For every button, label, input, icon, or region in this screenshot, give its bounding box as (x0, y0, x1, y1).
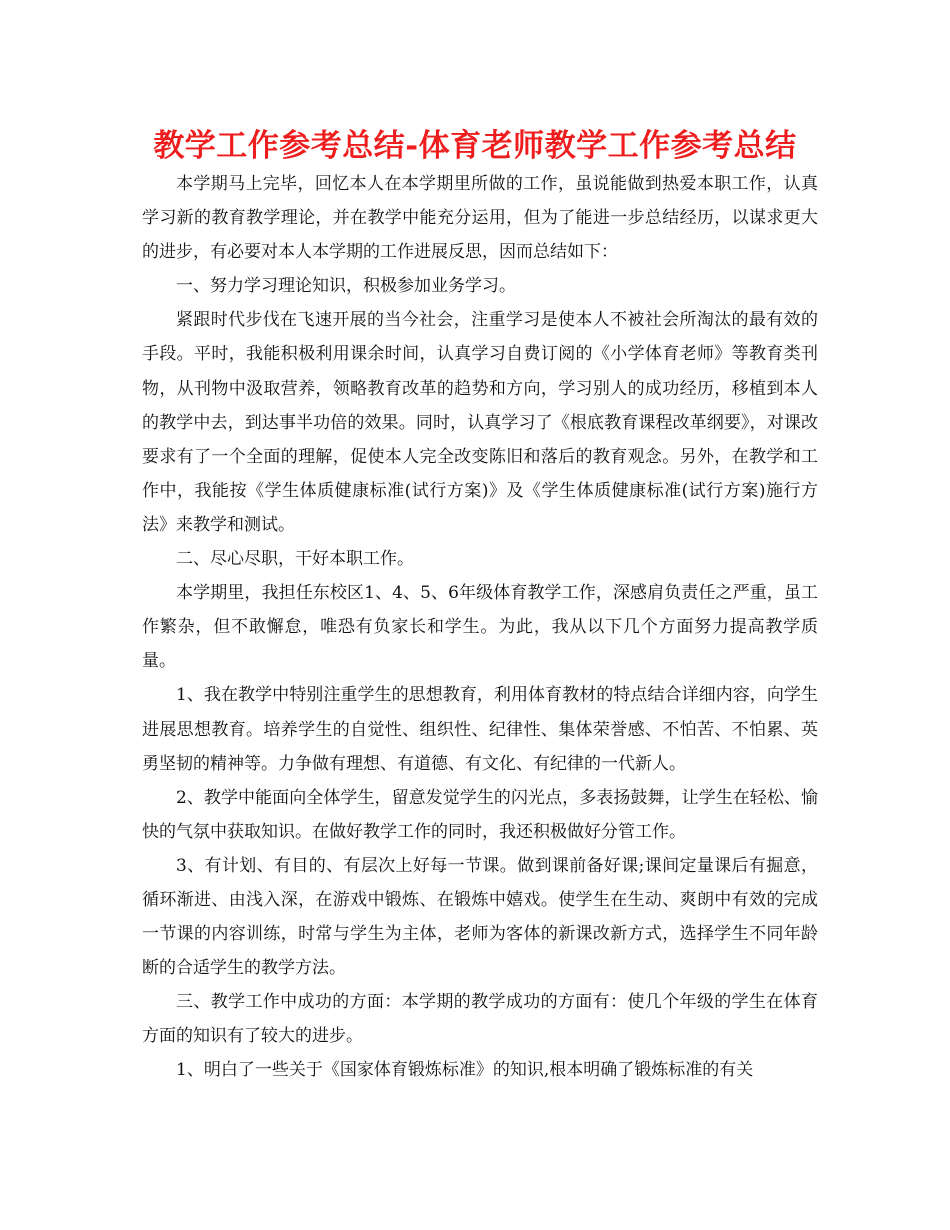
document-title: 教学工作参考总结-体育老师教学工作参考总结 (153, 128, 797, 164)
paragraph-item-3: 3、有计划、有目的、有层次上好每一节课。做到课前备好课;课间定量课后有掘意，循环渐进、由浅入深，在游戏中锻炼、在锻炼中嬉戏。使学生在生动、爽朗中有效的完成一节课的内容训练，时常与学生为主体，老师为客体的新课改新方式，选择学生不同年龄断的合适学生的教学方法。 (142, 855, 818, 979)
document-body (142, 167, 818, 1088)
paragraph-success-1: 1、明白了一些关于《国家体育锻炼标准》的知识,根本明确了锻炼标准的有关 (176, 1060, 754, 1081)
section-heading-3: 三、教学工作中成功的方面：本学期的教学成功的方面有：使几个年级的学生在体育方面的知识有了较大的进步。 (142, 992, 818, 1047)
paragraph-item-2: 2、教学中能面向全体学生，留意发觉学生的闪光点，多表扬鼓舞，让学生在轻松、愉快的气氛中获取知识。在做好教学工作的同时，我还积极做好分管工作。 (142, 787, 818, 842)
section-heading-2: 二、尽心尽职，干好本职工作。 (176, 549, 414, 570)
section-heading-1: 一、努力学习理论知识，积极参加业务学习。 (176, 276, 516, 297)
paragraph-study: 紧跟时代步伐在飞速开展的当今社会，注重学习是使本人不被社会所淘汰的最有效的手段。平时，我能积极利用课余时间，认真学习自费订阅的《小学体育老师》等教育类刊物，从刊物中汲取营养，领略教育改革的趋势和方向，学习别人的成功经历，移植到本人的教学中去，到达事半功倍的效果。同时，认真学习了《根底教育课程改革纲要》，对课改要求有了一个全面的理解，促使本人完全改变陈旧和落后的教育观念。另外，在教学和工作中，我能按《学生体质健康标准(试行方案)》及《学生体质健康标准(试行方案)施行方法》来教学和测试。 (142, 310, 818, 535)
paragraph-intro: 本学期马上完毕，回忆本人在本学期里所做的工作，虽说能做到热爱本职工作，认真学习新的教育教学理论，并在教学中能充分运用，但为了能进一步总结经历，以谋求更大的进步，有必要对本人本学期的工作进展反思，因而总结如下： (142, 174, 818, 263)
paragraph-duties: 本学期里，我担任东校区1、4、5、6年级体育教学工作，深感肩负责任之严重，虽工作繁杂，但不敢懈怠，唯恐有负家长和学生。为此，我从以下几个方面努力提高教学质量。 (142, 583, 818, 672)
paragraph-item-1: 1、我在教学中特别注重学生的思想教育，利用体育教材的特点结合详细内容，向学生进展思想教育。培养学生的自觉性、组织性、纪律性、集体荣誉感、不怕苦、不怕累、英勇坚韧的精神等。力争做有理想、有道德、有文化、有纪律的一代新人。 (142, 685, 818, 774)
